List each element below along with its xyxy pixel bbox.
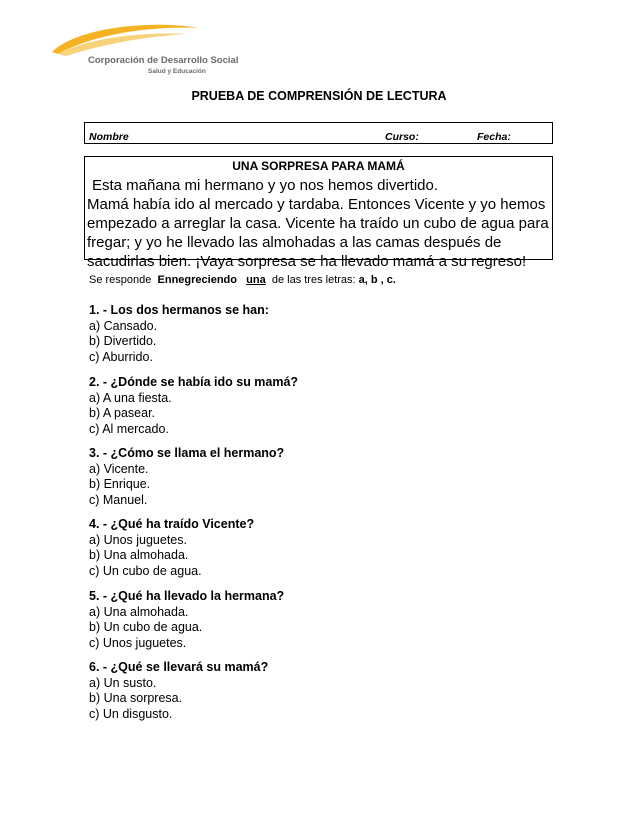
instructions-bold-word: Ennegreciendo [157, 274, 237, 286]
option-a: a) Cansado. [89, 318, 158, 333]
question-1 [89, 303, 269, 365]
question-3 [89, 446, 284, 508]
date-label: Fecha: [477, 131, 511, 143]
option-a: a) Vicente. [89, 461, 149, 476]
option-c: c) Al mercado. [89, 421, 169, 436]
reading-passage-box [84, 156, 553, 270]
logo-swoosh-icon [48, 18, 248, 58]
student-info-box [84, 122, 553, 144]
question-5 [89, 589, 284, 651]
question-2 [89, 375, 298, 437]
question-text: 6. - ¿Qué se llevará su mamá? [89, 660, 269, 674]
story-paragraph: Mamá había ido al mercado y tardaba. Entonces Vicente y yo hemos empezado a arreglar la casa. Vicente ha traído un cubo de agua para fregar; y yo he llevado las almohadas a las camas después de sacudirlas bien. ¡Vaya sorpresa se ha llevado mamá a su regreso! [87, 196, 549, 270]
organization-name: Corporación de Desarrollo Social [88, 55, 239, 66]
option-a: a) Un susto. [89, 675, 157, 690]
option-b: b) Una almohada. [89, 548, 189, 562]
option-a: a) Una almohada. [89, 604, 189, 619]
question-6 [89, 660, 268, 722]
organization-logo [48, 18, 248, 78]
option-a: a) Unos juguetes. [89, 532, 187, 547]
question-text: 5. - ¿Qué ha llevado la hermana? [89, 589, 285, 603]
question-4 [89, 517, 254, 579]
instructions-middle: de las tres letras: [271, 274, 356, 286]
option-b: b) Enrique. [89, 477, 151, 491]
question-text: 3. - ¿Cómo se llama el hermano? [89, 446, 285, 460]
question-text: 4. - ¿Qué ha traído Vicente? [89, 517, 255, 531]
option-c: c) Un cubo de agua. [89, 563, 202, 578]
story-line-1: Esta mañana mi hermano y yo nos hemos divertido. [92, 177, 439, 194]
option-b: b) Divertido. [89, 334, 157, 348]
page-title: PRUEBA DE COMPRENSIÓN DE LECTURA [191, 89, 447, 103]
instructions [89, 274, 396, 286]
organization-tagline: Salud y Educación [148, 68, 206, 75]
name-label: Nombre [89, 131, 129, 143]
question-text: 2. - ¿Dónde se había ido su mamá? [89, 375, 299, 389]
option-c: c) Aburrido. [89, 349, 153, 364]
question-text: 1. - Los dos hermanos se han: [89, 303, 269, 317]
course-label: Curso: [385, 131, 419, 143]
option-c: c) Un disgusto. [89, 706, 173, 721]
option-c: c) Unos juguetes. [89, 635, 187, 650]
option-a: a) A una fiesta. [89, 390, 172, 405]
option-b: b) A pasear. [89, 406, 156, 420]
option-b: b) Una sorpresa. [89, 691, 183, 705]
option-b: b) Un cubo de agua. [89, 620, 203, 634]
option-c: c) Manuel. [89, 492, 148, 507]
instructions-underlined-word: una [246, 274, 266, 286]
instructions-prefix: Se responde [89, 274, 152, 286]
instructions-letters: a, b , c. [358, 274, 396, 286]
story-title: UNA SORPRESA PARA MAMÁ [232, 159, 405, 173]
